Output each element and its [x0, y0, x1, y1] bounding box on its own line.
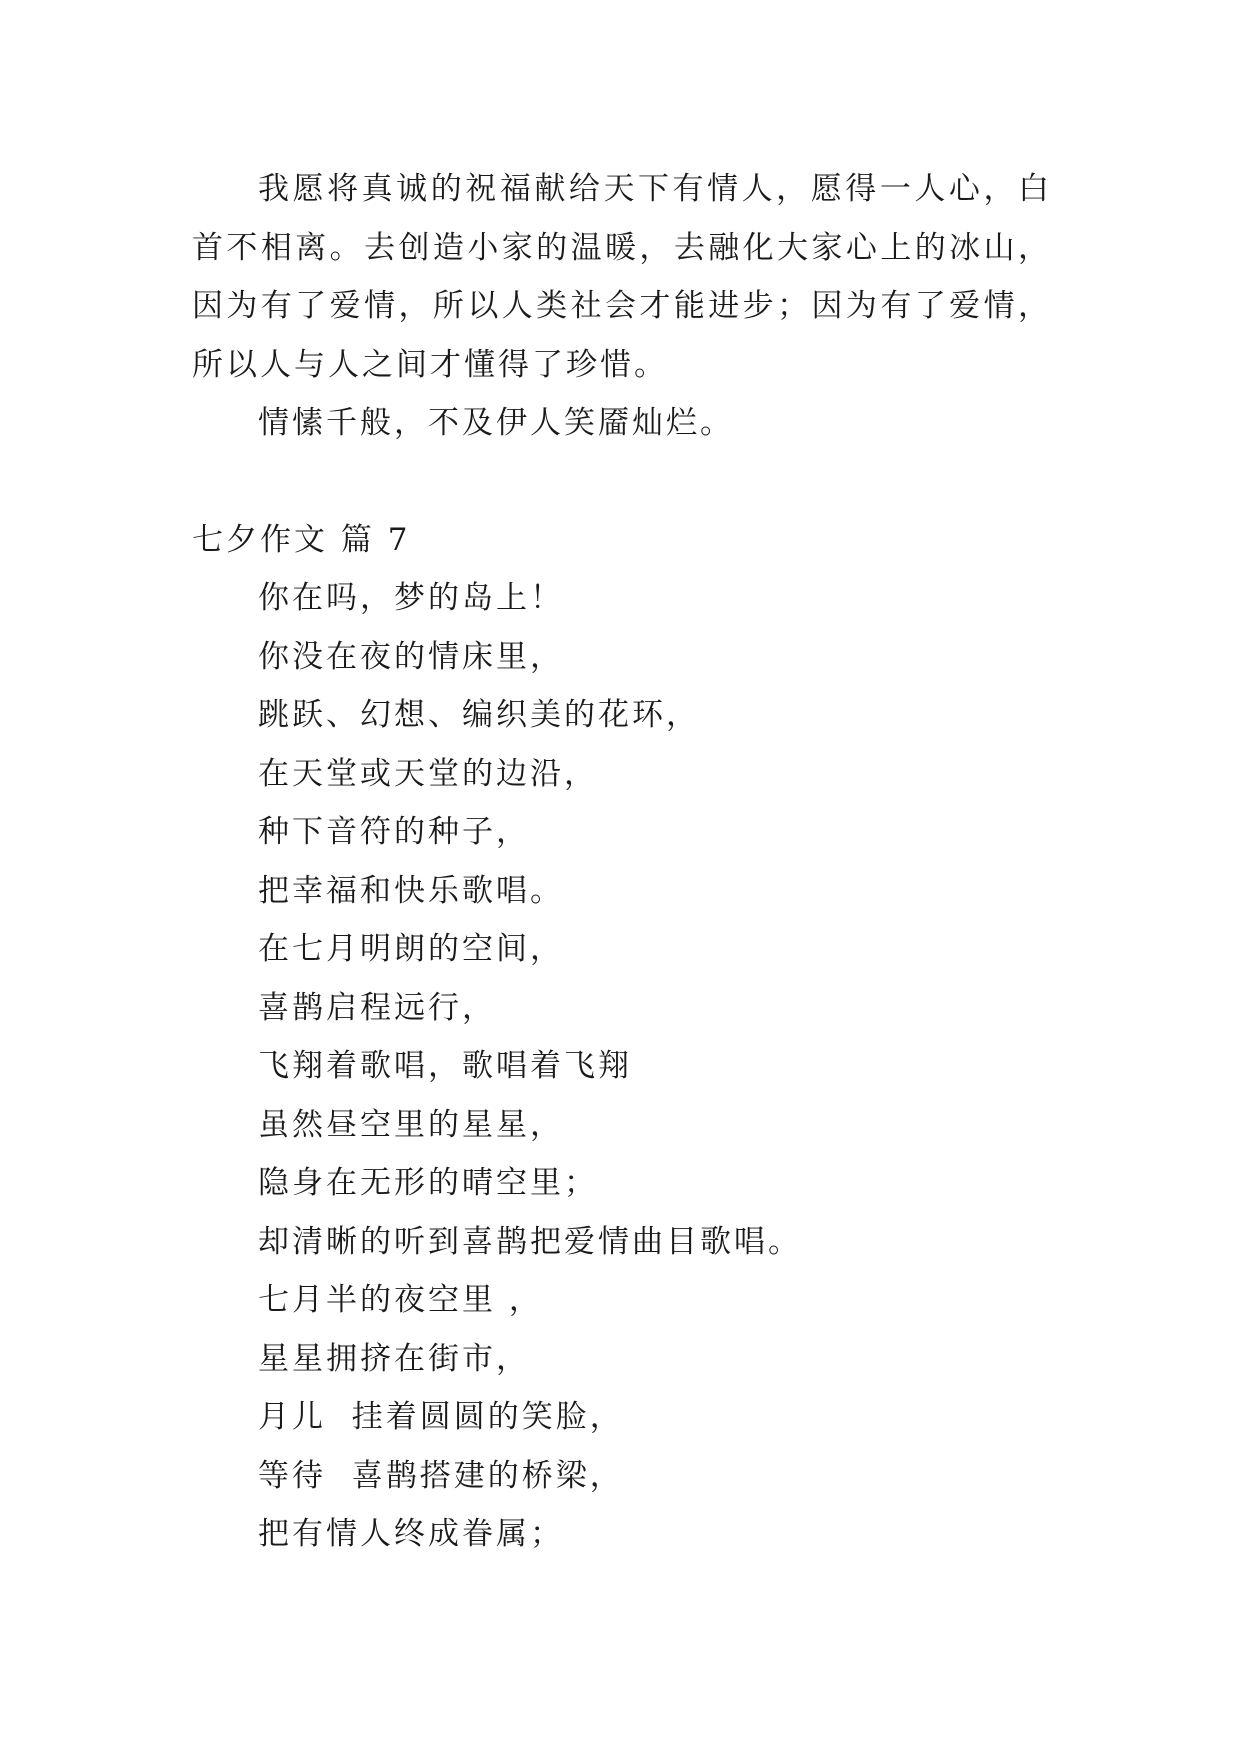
document-body	[192, 160, 1052, 1564]
section-heading: 七夕作文 篇 7	[192, 521, 411, 558]
poem-line: 你在吗，梦的岛上！	[258, 580, 564, 616]
section-spacer	[192, 453, 1052, 511]
poem-line: 虽然昼空里的星星，	[258, 1106, 564, 1143]
poem-line: 喜鹊启程远行，	[258, 989, 496, 1026]
poem	[192, 569, 1052, 1564]
poem-line: 隐身在无形的晴空里；	[258, 1165, 598, 1201]
poem-line: 你没在夜的情床里，	[258, 638, 564, 675]
poem-line: 星星拥挤在街市，	[258, 1340, 530, 1377]
paragraph-blessing: 我愿将真诚的祝福献给天下有情人，愿得一人心，白首不相离。去创造小家的温暖，去融化大家心上的冰山，因为有了爱情，所以人类社会才能进步；因为有了爱情，所以人与人之间才懂得了珍惜。	[192, 171, 1052, 383]
paragraph-closing: 情愫千般，不及伊人笑靥灿烂。	[258, 405, 734, 441]
poem-line: 在天堂或天堂的边沿，	[258, 755, 598, 792]
poem-line: 七月半的夜空里 ，	[258, 1282, 543, 1318]
poem-line: 等待 喜鹊搭建的桥梁，	[258, 1457, 624, 1494]
poem-line: 飞翔着歌唱，歌唱着飞翔	[258, 1048, 632, 1084]
poem-line: 跳跃、幻想、编织美的花环，	[258, 697, 700, 733]
poem-line: 种下音符的种子，	[258, 814, 530, 850]
poem-line: 月儿 挂着圆圆的笑脸，	[258, 1399, 624, 1435]
poem-line: 把有情人终成眷属；	[258, 1516, 564, 1552]
poem-line: 却清晰的听到喜鹊把爱情曲目歌唱。	[258, 1223, 802, 1260]
poem-line: 在七月明朗的空间，	[258, 931, 564, 967]
poem-line: 把幸福和快乐歌唱。	[258, 872, 564, 909]
